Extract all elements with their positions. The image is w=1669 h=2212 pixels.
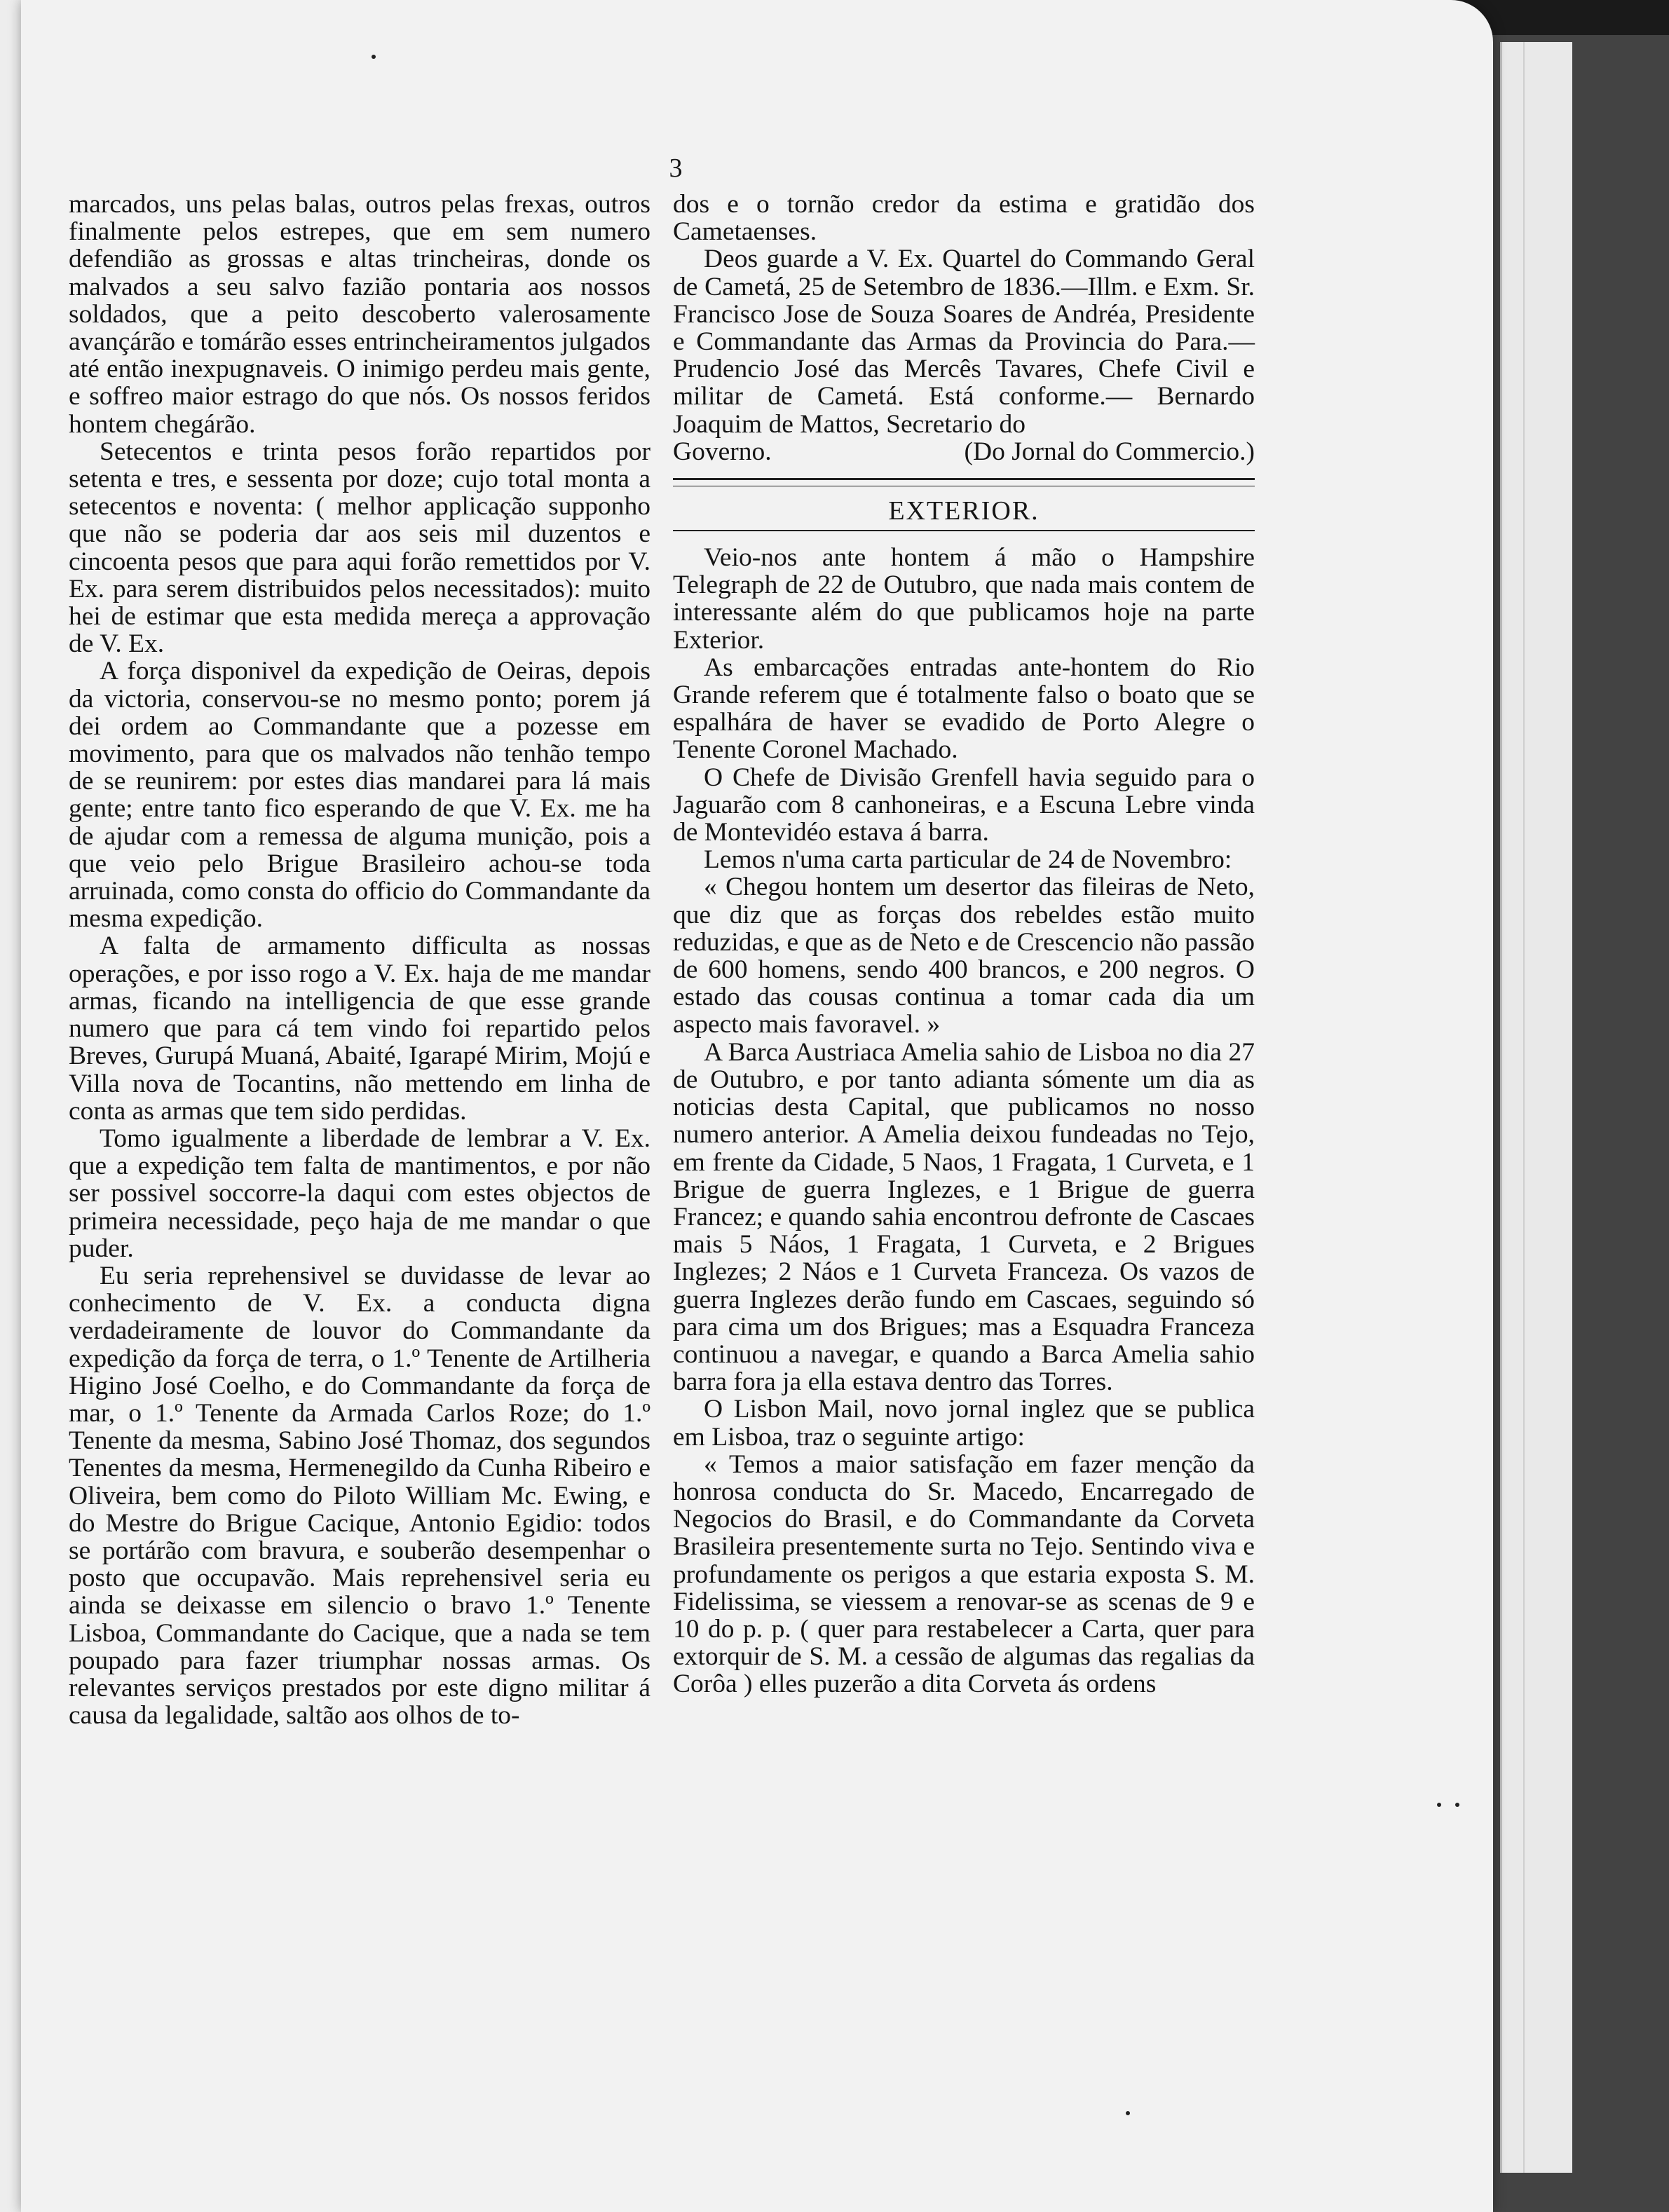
paragraph: dos e o tornão credor da estima e gratidão dos Cametaenses.	[673, 190, 1255, 247]
source-credit: (Do Jornal do Commercio.)	[964, 437, 1255, 466]
paragraph: Deos guarde a V. Ex. Quartel do Commando Geral de Cametá, 25 de Setembro de 1836.—Illm. e Exm. Sr. Francisco Jose de Souza Soares de Andréa, Presidente e Commandante das Armas da Provincia do Para.— Prudencio José das Mercês Tavares, Chefe Civil e militar de Cametá. Está conforme.— Bernardo Joaquim de Mattos, Secretario do	[673, 245, 1255, 439]
signature-line	[673, 438, 1255, 465]
section-title: EXTERIOR.	[888, 496, 1040, 526]
paragraph: As embarcações entradas ante-hontem do Rio Grande referem que é totalmente falso o boato que se espalhára de haver se evadido de Porto Alegre o Tenente Coronel Machado.	[673, 653, 1255, 765]
page-stack-edge	[1500, 42, 1572, 2173]
paragraph: Setecentos e trinta pesos forão repartidos por setenta e tres, e sessenta por doze; cujo total monta a setecentos e noventa: ( melhor applicação supponho que não se poderia dar aos seis mil duzentos e cincoenta pesos que para aqui forão remettidos por V. Ex. para serem distribuidos pelos necessitados): muito hei de estimar que esta medida mereça a approvação de V. Ex.	[69, 437, 650, 659]
paragraph: Lemos n'uma carta particular de 24 de Novembro:	[704, 845, 1232, 875]
title-rule	[673, 530, 1255, 531]
page-number: 3	[669, 153, 683, 183]
newspaper-page	[21, 0, 1493, 2212]
background-board	[1472, 35, 1669, 2212]
ink-speck	[1455, 1803, 1459, 1807]
ink-speck	[1437, 1803, 1441, 1807]
paragraph: « Temos a maior satisfação em fazer menção da honrosa conducta do Sr. Macedo, Encarregado de Negocios do Brasil, e do Commandante da Corveta Brasileira presentemente surta no Tejo. Sentindo viva e profundamente os perigos a que estaria exposta S. M. Fidelissima, se viessem a renovar-se as scenas de 9 e 10 do p. p. ( quer para restabelecer a Carta, quer para extorquir de S. M. a cessão de algumas das regalias da Corôa ) elles puzerão a dita Corveta ás ordens	[673, 1449, 1255, 1699]
ink-speck	[372, 55, 376, 59]
facing-page-edge	[0, 0, 24, 2212]
paragraph: O Chefe de Divisão Grenfell havia seguido para o Jaguarão com 8 canhoneiras, e a Escuna Lebre vinda de Montevidéo estava á barra.	[673, 763, 1255, 847]
section-divider	[673, 478, 1255, 486]
paragraph: « Chegou hontem um desertor das fileiras de Neto, que diz que as forças dos rebeldes estão muito reduzidas, e que as de Neto e de Crescencio não passão de 600 homens, sendo 400 brancos, e 200 negros. O estado das cousas continua a tomar cada dia um aspecto mais favoravel. »	[673, 873, 1255, 1039]
signature-left: Governo.	[673, 437, 772, 466]
paragraph: A Barca Austriaca Amelia sahio de Lisboa no dia 27 de Outubro, e por tanto adianta sómente um dia as noticias desta Capital, que publicamos no nosso numero anterior. A Amelia deixou fundeadas no Tejo, em frente da Cidade, 5 Naos, 1 Fragata, 1 Curveta, e 1 Brigue de guerra Inglezes, e 1 Brigue de guerra Francez; e quando sahia encontrou defronte de Cascaes mais 5 Náos, 1 Fragata, 1 Curveta, e 2 Brigues Inglezes; 2 Náos e 1 Curveta Franceza. Os vazos de guerra Inglezes derão fundo em Cascaes, seguindo só para cima um dos Brigues; mas a Esquadra Franceza continuou a navegar, e quando a Barca Amelia sahio barra fora ja ella estava dentro das Torres.	[673, 1037, 1255, 1397]
paragraph: A força disponivel da expedição de Oeiras, depois da victoria, conservou-se no mesmo ponto; porem já dei ordem ao Commandante que a pozesse em movimento, para que os malvados não tenhão tempo de se reunirem: por estes dias mandarei para lá mais gente; entre tanto fico esperando de que V. Ex. me ha de ajudar com a remessa de alguma munição, pois a que veio pelo Brigue Brasileiro achou-se toda arruinada, como consta do officio do Commandante da mesma expedição.	[69, 657, 650, 934]
paragraph: O Lisbon Mail, novo jornal inglez que se publica em Lisboa, traz o seguinte artigo:	[673, 1395, 1255, 1452]
paragraph: marcados, uns pelas balas, outros pelas frexas, outros finalmente pelos estrepes, que em sem numero defendião as grossas e altas trincheiras, donde os malvados a seu salvo fazião pontaria aos nossos soldados, que a peito descoberto valerosamente avançárão e tomárão esses entrincheiramentos julgados até então inexpugnaveis. O inimigo perdeu mais gente, e soffreo maior estrago do que nós. Os nossos feridos hontem chegárão.	[69, 190, 650, 439]
paragraph: Veio-nos ante hontem á mão o Hampshire Telegraph de 22 de Outubro, que nada mais contem de interessante além do que publicamos hoje na parte Exterior.	[673, 543, 1255, 655]
paragraph: Tomo igualmente a liberdade de lembrar a V. Ex. que a expedição tem falta de mantimentos, e por não ser possivel soccorre-la daqui com estes objectos de primeira necessidade, peço haja de me mandar o que puder.	[69, 1124, 650, 1263]
left-column	[69, 191, 650, 1729]
paragraph: A falta de armamento difficulta as nossas operações, e por isso rogo a V. Ex. haja de me mandar armas, ficando na intelligencia de que esse grande numero que para cá tem vindo foi repartido pelos Breves, Gurupá Muaná, Abaité, Igarapé Mirim, Mojú e Villa nova de Tocantins, não mettendo em linha de conta as armas que tem sido perdidas.	[69, 931, 650, 1126]
right-column	[673, 191, 1255, 1698]
ink-speck	[1126, 2111, 1130, 2115]
paragraph: Eu seria reprehensivel se duvidasse de levar ao conhecimento de V. Ex. a conducta digna verdadeiramente de louvor do Commandante da expedição da força de terra, o 1.º Tenente de Artilheria Higino José Coelho, e do Commandante da força de mar, o 1.º Tenente da Armada Carlos Roze; do 1.º Tenente da mesma, Sabino José Thomaz, dos segundos Tenentes da mesma, Hermenegildo da Cunha Ribeiro e Oliveira, bem como do Piloto William Mc. Ewing, e do Mestre do Brigue Cacique, Antonio Egidio: todos se portárão com bravura, e souberão desempenhar o posto que occupavão. Mais reprehensivel seria eu ainda se deixasse em silencio o bravo 1.º Tenente Lisboa, Commandante do Cacique, que a nada se tem poupado para fazer triumphar nossas armas. Os relevantes serviços prestados por este digno militar á causa da legalidade, saltão aos olhos de to-	[69, 1261, 650, 1730]
